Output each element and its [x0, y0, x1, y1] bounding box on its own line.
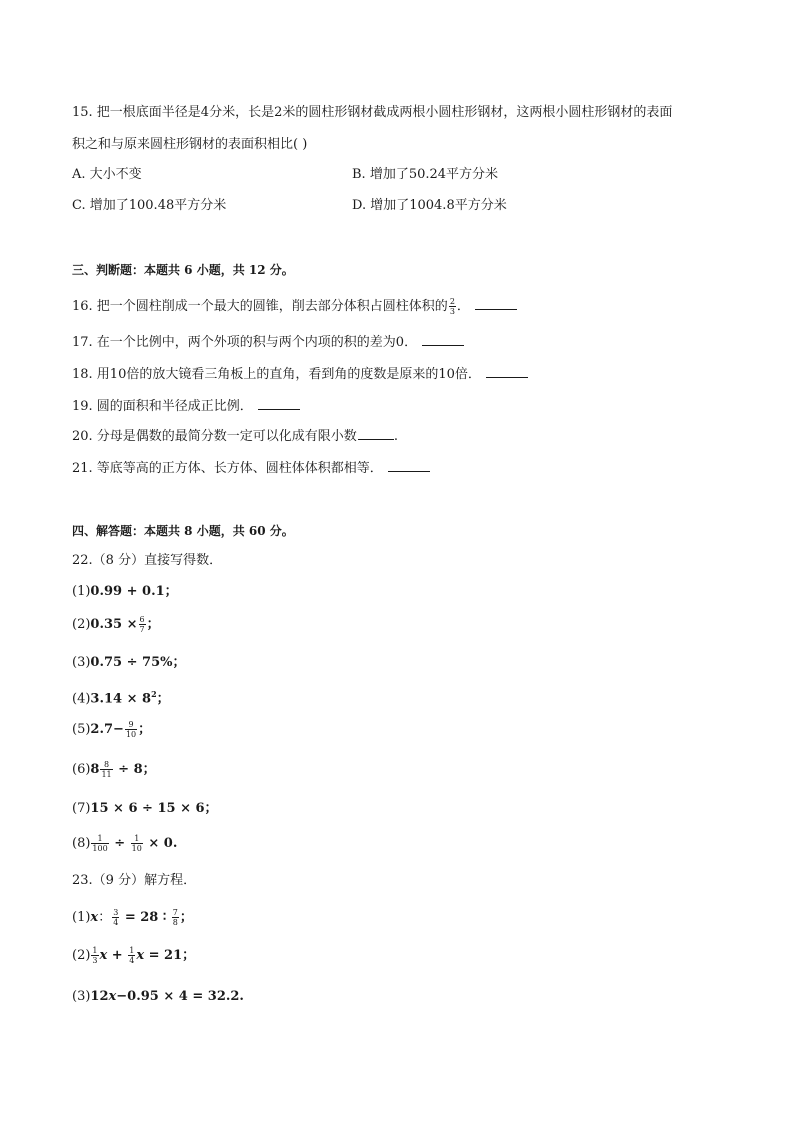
q22-item-2-den: 7 — [139, 625, 145, 634]
q22-item-2 — [72, 615, 160, 634]
q18-text: 18. 用10倍的放大镜看三角板上的直角，看到角的度数是原来的10倍． — [72, 367, 481, 382]
q21 — [72, 458, 430, 478]
q15-line2: 积之和与原来圆柱形钢材的表面积相比( ) — [72, 137, 308, 152]
q22-item-5-post: ； — [138, 722, 152, 737]
q22-item-8-den1: 100 — [92, 844, 108, 853]
q20-text: 20. 分母是偶数的最简分数一定可以化成有限小数 — [72, 429, 357, 444]
q23-item-2-den2: 4 — [129, 956, 135, 965]
q22-item-7 — [72, 800, 218, 818]
q23-item-2-x2: x — [136, 948, 145, 963]
q16-tail: ． — [456, 299, 470, 314]
q23-item-2 — [72, 946, 195, 965]
q23-item-2-x1: x — [99, 948, 108, 963]
q23-item-2-den1: 3 — [92, 956, 98, 965]
q15-line1: 15. 把一根底面半径是4分米，长是2米的圆柱形钢材截成两根小圆柱形钢材，这两根小圆柱形钢材的表面 — [72, 105, 673, 120]
q22-item-4 — [72, 685, 170, 708]
q23-item-3 — [72, 988, 244, 1006]
q22-item-7-expr: 15 × 6 ÷ 15 × 6； — [90, 801, 218, 816]
q16-text: 16. 把一个圆柱削成一个最大的圆锥，削去部分体积占圆柱体积的 — [72, 299, 448, 314]
q18 — [72, 364, 528, 384]
q15-option-c[interactable]: C. 增加了100.48平方分米 — [72, 198, 227, 213]
q18-answer-blank[interactable] — [486, 364, 528, 378]
q22-item-8-num2: 1 — [131, 834, 143, 844]
q17-answer-blank[interactable] — [422, 332, 464, 346]
q22-item-3-label: (3) — [72, 655, 91, 670]
q22-item-1-expr: 0.99 + 0.1； — [90, 584, 178, 599]
q22-item-8-fraction-1 — [91, 834, 108, 853]
q22-item-8-fraction-2 — [131, 834, 143, 853]
q22-item-3-expr: 0.75 ÷ 75%； — [90, 655, 186, 670]
q22-item-5-fraction — [125, 720, 137, 739]
q23-item-1-post: ； — [179, 910, 193, 925]
q22-item-5 — [72, 720, 151, 739]
q23-item-3-label: (3) — [72, 989, 91, 1004]
q15-option-d[interactable]: D. 增加了1004.8平方分米 — [352, 198, 507, 213]
q22-item-6-den: 11 — [101, 770, 112, 779]
q23-item-1 — [72, 908, 193, 927]
q22-item-4-post: ； — [156, 691, 170, 707]
q16-fraction — [449, 297, 456, 316]
q22-item-8-post: × 0. — [143, 836, 178, 851]
q22-item-5-num: 9 — [125, 720, 137, 730]
q21-text: 21. 等底等高的正方体、长方体、圆柱体体积都相等． — [72, 461, 383, 476]
q22-item-5-label: (5) — [72, 722, 91, 737]
q22-item-6-post: ÷ 8； — [113, 762, 156, 777]
q22-item-1 — [72, 583, 178, 601]
q16-frac-num: 2 — [449, 297, 455, 306]
q23-item-2-label: (2) — [72, 948, 91, 963]
q23-item-1-fraction-2 — [172, 908, 179, 927]
q20-answer-blank[interactable] — [358, 426, 394, 440]
q23-title: 23.（9 分）解方程． — [72, 873, 197, 888]
q23-item-2-num1: 1 — [92, 946, 98, 955]
q22-item-8-den2: 10 — [131, 844, 142, 853]
section3-title: 三、判断题：本题共 6 小题，共 12 分。 — [72, 263, 294, 277]
q16-frac-den: 3 — [449, 307, 455, 316]
q19-text: 19. 圆的面积和半径成正比例． — [72, 399, 253, 414]
q22-item-4-exponent: 2 — [151, 689, 157, 699]
q22-item-8-label: (8) — [72, 836, 91, 851]
q23-item-1-num2: 7 — [172, 908, 178, 917]
q23-item-1-label: (1) — [72, 910, 91, 925]
q22-item-1-label: (1) — [72, 584, 91, 599]
q23-item-2-fraction-1 — [91, 946, 98, 965]
q23-item-1-den2: 8 — [172, 918, 178, 927]
q23-item-1-num1: 3 — [113, 908, 119, 917]
q22-item-6-pre: 8 — [90, 762, 100, 777]
q23-item-3-x: x — [108, 989, 117, 1004]
q19 — [72, 396, 300, 416]
q20 — [72, 426, 398, 446]
q23-item-3-post: −0.95 × 4 = 32.2. — [116, 989, 244, 1004]
q16-answer-blank[interactable] — [475, 296, 517, 310]
q17-text: 17. 在一个比例中，两个外项的积与两个内项的积的差为0． — [72, 335, 418, 350]
q23-item-1-fraction-1 — [112, 908, 119, 927]
q23-item-2-num2: 1 — [129, 946, 135, 955]
q22-item-8 — [72, 834, 177, 853]
q23-item-3-pre: 12 — [90, 989, 109, 1004]
q23-item-2-fraction-2 — [128, 946, 135, 965]
q22-item-3 — [72, 654, 185, 672]
q16 — [72, 296, 517, 316]
q22-item-4-pre: 3.14 × 8 — [90, 691, 152, 707]
q23-item-2-plus: + — [107, 948, 128, 963]
q23-item-1-colon: ： — [98, 910, 112, 925]
q19-answer-blank[interactable] — [258, 396, 300, 410]
q20-tail: . — [393, 429, 398, 444]
q22-item-2-pre: 0.35 × — [90, 617, 138, 632]
q15-option-b[interactable]: B. 增加了50.24平方分米 — [352, 167, 499, 182]
q22-item-4-label: (4) — [72, 691, 91, 707]
section4-title: 四、解答题：本题共 8 小题，共 60 分。 — [72, 524, 294, 538]
q22-item-6 — [72, 760, 156, 779]
q23-item-1-mid: = 28 ∶ — [120, 910, 171, 925]
q15-option-a[interactable]: A. 大小不变 — [72, 167, 142, 182]
q22-item-8-mid: ÷ — [109, 836, 130, 851]
q22-item-2-num: 6 — [139, 615, 145, 624]
q22-item-2-label: (2) — [72, 617, 91, 632]
q22-item-5-den: 10 — [125, 730, 137, 739]
q23-item-2-post: = 21； — [144, 948, 196, 963]
q22-item-7-label: (7) — [72, 801, 91, 816]
q22-item-2-fraction — [139, 615, 146, 634]
q22-item-6-label: (6) — [72, 762, 91, 777]
q21-answer-blank[interactable] — [388, 458, 430, 472]
q22-item-5-pre: 2.7− — [90, 722, 124, 737]
q22-item-6-num: 8 — [100, 760, 112, 770]
q22-item-6-fraction — [100, 760, 112, 779]
q23-item-1-den1: 4 — [113, 918, 119, 927]
q22-item-8-num1: 1 — [91, 834, 108, 844]
q23-item-1-x: x — [90, 910, 99, 925]
q22-item-2-post: ； — [146, 617, 160, 632]
q22-title: 22.（8 分）直接写得数． — [72, 553, 223, 568]
q17 — [72, 332, 464, 352]
